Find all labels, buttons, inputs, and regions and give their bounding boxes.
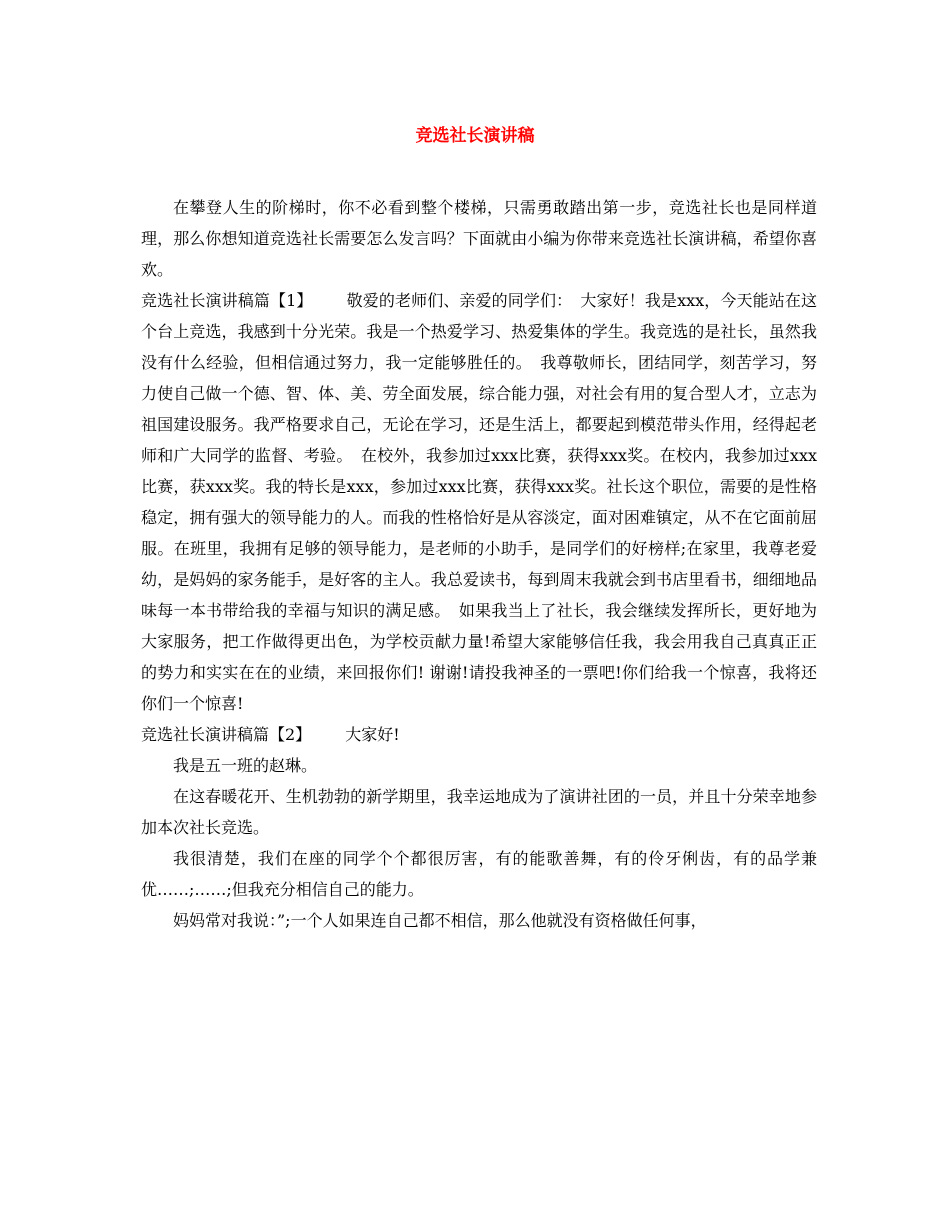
article-1-text: 敬爱的老师们、亲爱的同学们： 大家好！我是xxx，今天能站在这个台上竞选，我感到十分光荣。我是一个热爱学习、热爱集体的学生。我竞选的是社长，虽然我没有什么经验，但相信通过努力，我一定能够胜任的。 我尊敬师长，团结同学，刻苦学习，努力使自己做一个德、智、体、美、劳全面发展，综合能力强，对社会有用的复合型人才，立志为祖国建设服务。我严格要求自己，无论在学习，还是生活上，都要起到模范带头作用，经得起老师和广大同学的监督、考验。 在校外，我参加过xxx比赛，获得xxx奖。在校内，我参加过xxx比赛，获xxx奖。我的特长是xxx，参加过xxx比赛，获得xxx奖。社长这个职位，需要的是性格稳定，拥有强大的领导能力的人。而我的性格恰好是从容淡定，面对困难镇定，从不在它面前屈服。在班里，我拥有足够的领导能力，是老师的小助手，是同学们的好榜样;在家里，我尊老爱幼，是妈妈的家务能手，是好客的主人。我总爱读书，每到周末我就会到书店里看书，细细地品味每一本书带给我的幸福与知识的满足感。 如果我当上了社长，我会继续发挥所长，更好地为大家服务，把工作做得更出色，为学校贡献力量!希望大家能够信任我，我会用我自己真真正正的势力和实实在在的业绩，来回报你们! 谢谢!请投我神圣的一票吧!你们给我一个惊喜，我将还你们一个惊喜! xyxy=(141,291,817,713)
article-1-heading: 竞选社长演讲稿篇【1】 xyxy=(141,291,313,310)
document-body xyxy=(141,192,817,936)
article-2-heading-line xyxy=(141,719,817,750)
article-2-paragraph: 我是五一班的赵琳。 xyxy=(173,756,318,775)
article-2-paragraph: 在这春暖花开、生机勃勃的新学期里，我幸运地成为了演讲社团的一员，并且十分荣幸地参加本次社长竞选。 xyxy=(141,787,817,837)
document-title: 竞选社长演讲稿 xyxy=(415,126,535,146)
article-1-paragraph xyxy=(141,285,817,719)
article-2-greeting: 大家好! xyxy=(345,725,400,744)
article-2-heading: 竞选社长演讲稿篇【2】 xyxy=(141,725,312,744)
intro-paragraph: 在攀登人生的阶梯时，你不必看到整个楼梯，只需勇敢踏出第一步，竞选社长也是同样道理，那么你想知道竞选社长需要怎么发言吗？下面就由小编为你带来竞选社长演讲稿，希望你喜欢。 xyxy=(141,198,817,279)
article-2-paragraph: 妈妈常对我说：”;一个人如果连自己都不相信，那么他就没有资格做任何事， xyxy=(173,911,707,930)
article-2-paragraph: 我很清楚，我们在座的同学个个都很厉害，有的能歌善舞，有的伶牙俐齿，有的品学兼优……;……;但我充分相信自己的能力。 xyxy=(141,849,817,899)
